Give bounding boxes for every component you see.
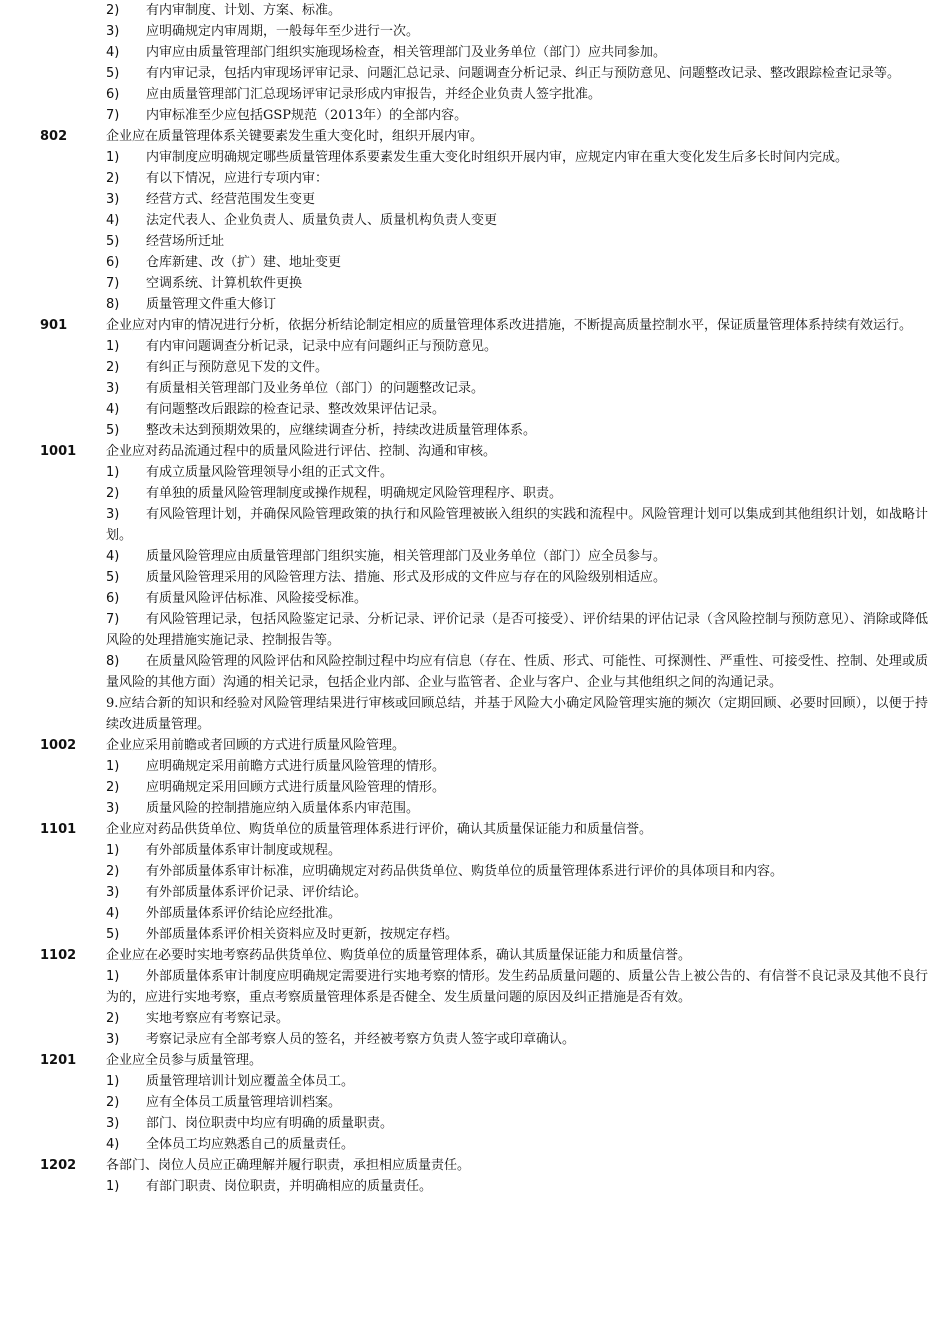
- list-item-number: 3): [106, 381, 120, 396]
- list-item: [0, 777, 950, 798]
- list-item: [0, 882, 950, 903]
- list-item-text: 9.应结合新的知识和经验对风险管理结果进行审核或回顾总结，并基于风险大小确定风险管理实施的频次（定期回顾、必要时回顾），以便于持续改进质量管理。: [106, 696, 928, 732]
- clause-header: [0, 945, 950, 966]
- list-item-text: 有内审制度、计划、方案、标准。: [146, 3, 342, 18]
- list-item: [0, 336, 950, 357]
- clause-header: [0, 441, 950, 462]
- clause-header: [0, 735, 950, 756]
- clause-code: 1201: [40, 1053, 77, 1068]
- list-item-text: 有质量风险评估标准、风险接受标准。: [146, 591, 368, 606]
- list-item-number: 1): [106, 969, 120, 984]
- list-item: [0, 189, 950, 210]
- list-item-number: 4): [106, 45, 120, 60]
- list-item: [0, 924, 950, 945]
- list-item: [0, 420, 950, 441]
- list-item-number: 6): [106, 87, 120, 102]
- list-item: [0, 588, 950, 609]
- list-item-number: 8): [106, 297, 120, 312]
- list-item-text: 有风险管理计划，并确保风险管理政策的执行和风险管理被嵌入组织的实践和流程中。风险管理计划可以集成到其他组织计划，如战略计划。: [106, 507, 928, 543]
- clause-section: [0, 819, 950, 945]
- list-item-number: 2): [106, 3, 120, 18]
- list-item: [0, 567, 950, 588]
- list-item-number: 2): [106, 360, 120, 375]
- clause-header: [0, 1155, 950, 1176]
- list-item: [0, 252, 950, 273]
- list-item: [0, 21, 950, 42]
- list-item-text: 应有全体员工质量管理培训档案。: [146, 1095, 342, 1110]
- list-item-number: 3): [106, 507, 120, 522]
- list-item-number: 7): [106, 276, 120, 291]
- list-item-text: 质量管理培训计划应覆盖全体员工。: [146, 1074, 355, 1089]
- list-item-text: 质量风险的控制措施应纳入质量体系内审范围。: [146, 801, 420, 816]
- list-item-text: 外部质量体系评价相关资料应及时更新，按规定存档。: [146, 927, 459, 942]
- list-item-text: 应明确规定采用前瞻方式进行质量风险管理的情形。: [146, 759, 446, 774]
- list-item-text: 应由质量管理部门汇总现场评审记录形成内审报告，并经企业负责人签字批准。: [146, 87, 602, 102]
- list-item-number: 4): [106, 1137, 120, 1152]
- list-item-text: 内审标准至少应包括GSP规范（2013年）的全部内容。: [146, 108, 468, 123]
- list-item: [0, 84, 950, 105]
- list-item-text: 有风险管理记录，包括风险鉴定记录、分析记录、评价记录（是否可接受）、评价结果的评估记录（含风险控制与预防意见）、消除或降低风险的处理措施实施记录、控制报告等。: [106, 612, 928, 648]
- list-item: [0, 756, 950, 777]
- clause-header: [0, 819, 950, 840]
- clause-section: [0, 735, 950, 819]
- list-item-number: 1): [106, 759, 120, 774]
- list-item-text: 有外部质量体系审计标准，应明确规定对药品供货单位、购货单位的质量管理体系进行评价的具体项目和内容。: [146, 864, 784, 879]
- list-item-text: 外部质量体系审计制度应明确规定需要进行实地考察的情形。发生药品质量问题的、质量公告上被公告的、有信誉不良记录及其他不良行为的，应进行实地考察，重点考察质量管理体系是否健全、发生质量问题的原因及纠正措施是否有效。: [106, 969, 928, 1005]
- list-item-text: 仓库新建、改（扩）建、地址变更: [146, 255, 342, 270]
- list-item: [0, 1071, 950, 1092]
- list-item-text: 有内审记录，包括内审现场评审记录、问题汇总记录、问题调查分析记录、纠正与预防意见、问题整改记录、整改跟踪检查记录等。: [146, 66, 901, 81]
- list-item-number: 5): [106, 423, 120, 438]
- list-item-number: 2): [106, 780, 120, 795]
- list-item-number: 3): [106, 801, 120, 816]
- list-item-number: 5): [106, 927, 120, 942]
- clause-section: [0, 1050, 950, 1155]
- list-item-number: 3): [106, 192, 120, 207]
- list-item: [0, 1176, 950, 1197]
- list-item-number: 2): [106, 171, 120, 186]
- list-item-text: 有质量相关管理部门及业务单位（部门）的问题整改记录。: [146, 381, 485, 396]
- list-item: [0, 840, 950, 861]
- list-item: [0, 42, 950, 63]
- list-item-number: 5): [106, 570, 120, 585]
- list-item-text: 有外部质量体系审计制度或规程。: [146, 843, 342, 858]
- list-item: [0, 483, 950, 504]
- clause-code: 1002: [40, 738, 77, 753]
- list-item-text: 经营场所迁址: [146, 234, 225, 249]
- list-item-text: 有成立质量风险管理领导小组的正式文件。: [146, 465, 394, 480]
- list-item: [0, 1113, 950, 1134]
- list-item: [0, 294, 950, 315]
- list-item: [0, 651, 950, 693]
- clause-requirement: 企业应全员参与质量管理。: [106, 1053, 263, 1068]
- list-item: [0, 273, 950, 294]
- list-item-text: 有以下情况，应进行专项内审：: [146, 171, 329, 186]
- list-item-number: 7): [106, 108, 120, 123]
- list-item: [0, 546, 950, 567]
- list-item: [0, 168, 950, 189]
- list-item: [0, 210, 950, 231]
- list-item-number: 4): [106, 549, 120, 564]
- clause-requirement: 企业应在必要时实地考察药品供货单位、购货单位的质量管理体系，确认其质量保证能力和质量信誉。: [106, 948, 692, 963]
- clause-section: [0, 441, 950, 735]
- list-item-text: 质量风险管理采用的风险管理方法、措施、形式及形成的文件应与存在的风险级别相适应。: [146, 570, 667, 585]
- list-item-number: 4): [106, 213, 120, 228]
- list-item-text: 在质量风险管理的风险评估和风险控制过程中均应有信息（存在、性质、形式、可能性、可探测性、严重性、可接受性、控制、处理或质量风险的其他方面）沟通的相关记录，包括企业内部、企业与监管者、企业与客户、企业与其他组织之间的沟通记录。: [106, 654, 928, 690]
- list-item-number: 2): [106, 1095, 120, 1110]
- clause-code: 1102: [40, 948, 77, 963]
- list-item-number: 2): [106, 1011, 120, 1026]
- list-item: [0, 861, 950, 882]
- list-item-text: 实地考察应有考察记录。: [146, 1011, 290, 1026]
- list-item: [0, 105, 950, 126]
- list-item-number: 4): [106, 906, 120, 921]
- list-item: [0, 1029, 950, 1050]
- list-item-text: 有部门职责、岗位职责，并明确相应的质量责任。: [146, 1179, 433, 1194]
- clause-code: 1202: [40, 1158, 77, 1173]
- list-item-number: 1): [106, 843, 120, 858]
- list-item-number: 8): [106, 654, 120, 669]
- clause-requirement: 各部门、岗位人员应正确理解并履行职责，承担相应质量责任。: [106, 1158, 471, 1173]
- clause-code: 1001: [40, 444, 77, 459]
- list-item: [0, 147, 950, 168]
- list-item-number: 2): [106, 864, 120, 879]
- list-item-text: 有问题整改后跟踪的检查记录、整改效果评估记录。: [146, 402, 446, 417]
- list-item-number: 6): [106, 591, 120, 606]
- list-item-number: 6): [106, 255, 120, 270]
- list-item-text: 有纠正与预防意见下发的文件。: [146, 360, 329, 375]
- clause-section: [0, 1155, 950, 1197]
- clause-requirement: 企业应采用前瞻或者回顾的方式进行质量风险管理。: [106, 738, 406, 753]
- list-item: [0, 63, 950, 84]
- list-item: [0, 399, 950, 420]
- list-item: [0, 1134, 950, 1155]
- list-item-number: 5): [106, 234, 120, 249]
- list-item: [0, 357, 950, 378]
- list-item-number: 2): [106, 486, 120, 501]
- list-item-number: 4): [106, 402, 120, 417]
- list-item: [0, 504, 950, 546]
- list-item: [0, 378, 950, 399]
- clause-code: 1101: [40, 822, 77, 837]
- clause-header: [0, 315, 950, 336]
- clause-section: [0, 126, 950, 315]
- clause-section: [0, 0, 950, 126]
- list-item-text: 空调系统、计算机软件更换: [146, 276, 303, 291]
- list-item: [0, 693, 950, 735]
- list-item-number: 7): [106, 612, 120, 627]
- clause-header: [0, 1050, 950, 1071]
- clause-header: [0, 126, 950, 147]
- list-item-text: 内审制度应明确规定哪些质量管理体系要素发生重大变化时组织开展内审，应规定内审在重大变化发生后多长时间内完成。: [146, 150, 849, 165]
- list-item: [0, 903, 950, 924]
- list-item-text: 质量管理文件重大修订: [146, 297, 277, 312]
- clause-section: [0, 945, 950, 1050]
- list-item: [0, 0, 950, 21]
- list-item-text: 部门、岗位职责中均应有明确的质量职责。: [146, 1116, 394, 1131]
- list-item-number: 1): [106, 1074, 120, 1089]
- list-item-text: 应明确规定采用回顾方式进行质量风险管理的情形。: [146, 780, 446, 795]
- list-item: [0, 462, 950, 483]
- list-item-number: 1): [106, 465, 120, 480]
- list-item: [0, 231, 950, 252]
- list-item-text: 外部质量体系评价结论应经批准。: [146, 906, 342, 921]
- list-item: [0, 1092, 950, 1113]
- clause-section: [0, 315, 950, 441]
- list-item-number: 5): [106, 66, 120, 81]
- list-item-text: 内审应由质量管理部门组织实施现场检查，相关管理部门及业务单位（部门）应共同参加。: [146, 45, 667, 60]
- clause-code: 802: [40, 129, 68, 144]
- list-item: [0, 798, 950, 819]
- list-item-text: 经营方式、经营范围发生变更: [146, 192, 316, 207]
- list-item-text: 全体员工均应熟悉自己的质量责任。: [146, 1137, 355, 1152]
- clause-requirement: 企业应在质量管理体系关键要素发生重大变化时，组织开展内审。: [106, 129, 484, 144]
- list-item-text: 质量风险管理应由质量管理部门组织实施，相关管理部门及业务单位（部门）应全员参与。: [146, 549, 667, 564]
- clause-requirement: 企业应对药品供货单位、购货单位的质量管理体系进行评价，确认其质量保证能力和质量信誉。: [106, 822, 653, 837]
- list-item-number: 1): [106, 339, 120, 354]
- list-item-number: 3): [106, 885, 120, 900]
- list-item-text: 应明确规定内审周期，一般每年至少进行一次。: [146, 24, 420, 39]
- list-item-number: 1): [106, 150, 120, 165]
- list-item: [0, 609, 950, 651]
- list-item-text: 整改未达到预期效果的，应继续调查分析，持续改进质量管理体系。: [146, 423, 537, 438]
- clause-requirement: 企业应对内审的情况进行分析，依据分析结论制定相应的质量管理体系改进措施，不断提高质量控制水平，保证质量管理体系持续有效运行。: [106, 318, 913, 333]
- list-item-text: 考察记录应有全部考察人员的签名，并经被考察方负责人签字或印章确认。: [146, 1032, 576, 1047]
- list-item-text: 有外部质量体系评价记录、评价结论。: [146, 885, 368, 900]
- list-item-number: 1): [106, 1179, 120, 1194]
- list-item: [0, 966, 950, 1008]
- list-item-text: 有内审问题调查分析记录，记录中应有问题纠正与预防意见。: [146, 339, 498, 354]
- clause-code: 901: [40, 318, 68, 333]
- list-item-number: 3): [106, 1032, 120, 1047]
- list-item-number: 3): [106, 24, 120, 39]
- list-item-text: 法定代表人、企业负责人、质量负责人、质量机构负责人变更: [146, 213, 498, 228]
- clause-requirement: 企业应对药品流通过程中的质量风险进行评估、控制、沟通和审核。: [106, 444, 497, 459]
- list-item-text: 有单独的质量风险管理制度或操作规程，明确规定风险管理程序、职责。: [146, 486, 563, 501]
- list-item-number: 3): [106, 1116, 120, 1131]
- list-item: [0, 1008, 950, 1029]
